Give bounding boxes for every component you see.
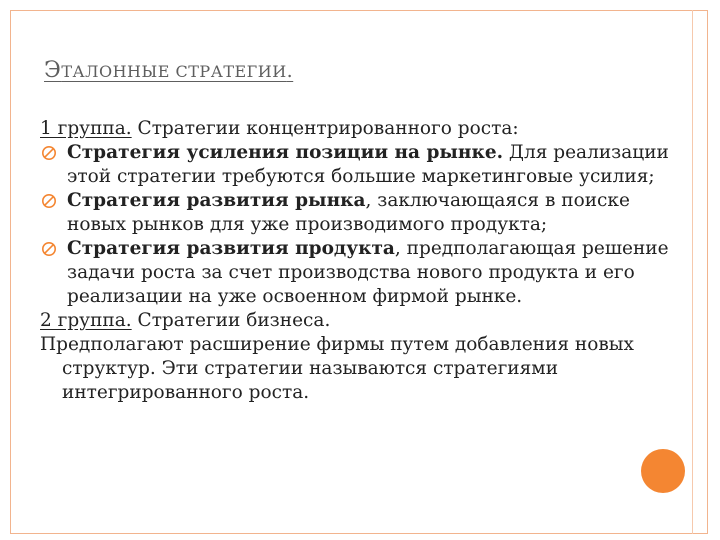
circle-slash-icon	[41, 241, 57, 257]
circle-slash-icon	[41, 145, 57, 161]
bullet-item	[40, 141, 680, 189]
bullet-bold: Стратегия развития рынка	[67, 190, 366, 211]
bullet-bold: Стратегия развития продукта	[67, 238, 395, 259]
closing-paragraph: Предполагают расширение фирмы путем добавления новых структур. Эти стратегии называются стратегиями интегрированного роста.	[40, 334, 634, 403]
slide-title	[44, 58, 293, 83]
group1-text: Стратегии концентрированного роста:	[131, 118, 519, 139]
frame-accent-line	[692, 10, 693, 534]
group2-label: 2 группа.	[40, 310, 132, 331]
group1-line	[40, 117, 680, 141]
circle-slash-icon	[41, 193, 57, 209]
group2-text: Стратегии бизнеса.	[131, 310, 331, 331]
bullet-text: , заключающаяся в поиске новых рынков для уже производимого продукта;	[67, 190, 630, 235]
bullet-bold: Стратегия усиления позиции на рынке.	[67, 142, 504, 163]
group2-line	[40, 309, 680, 333]
orange-circle-decoration	[641, 449, 685, 493]
bullet-text: Для реализации этой стратегии требуются большие маркетинговые усилия;	[67, 142, 669, 187]
title-first-letter: Э	[44, 58, 62, 83]
bullet-item	[40, 189, 680, 237]
title-end: .	[286, 60, 294, 82]
group1-label: 1 группа.	[40, 118, 132, 139]
bullet-text: , предполагающая решение задачи роста за счет производства нового продукта и его реализации на уже освоенном фирмой рынке.	[67, 238, 669, 307]
title-rest: ТАЛОННЫЕ СТРАТЕГИИ	[61, 62, 287, 81]
bullet-item	[40, 237, 680, 309]
slide-body	[40, 117, 680, 405]
